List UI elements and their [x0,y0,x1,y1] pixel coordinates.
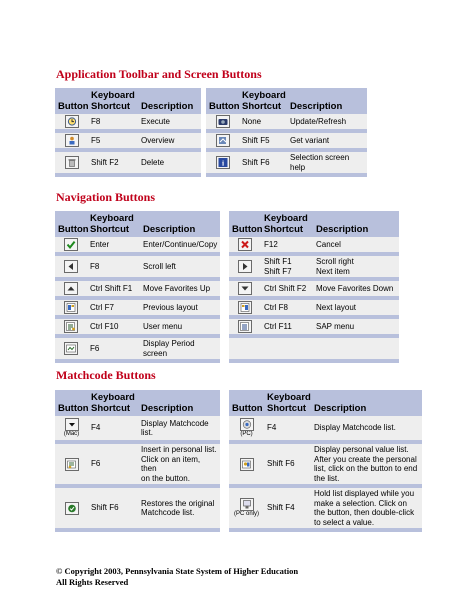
next-layout-icon[interactable] [238,301,252,314]
shortcut-cell [261,336,313,361]
table-row [55,416,422,442]
button-cell [229,416,264,442]
previous-layout-icon[interactable] [64,301,78,314]
table-row [55,317,399,336]
header-keyboard-shortcut: Keyboard Shortcut [87,211,140,237]
description-cell: Display Matchcode list. [311,416,422,442]
shortcut-cell: F4 [264,416,311,442]
description-cell: Display Period screen [140,336,220,361]
shortcut-cell: F4 [88,416,138,442]
button-cell [55,150,88,175]
header-button: Button [229,390,264,416]
shortcut-cell: Shift F4 [264,486,311,530]
button-cell [206,114,239,131]
header-description: Description [311,390,422,416]
description-cell: Insert in personal list. Click on an item, then on the button. [138,442,220,486]
button-cell [55,131,88,150]
button-cell [206,150,239,175]
rights-line: All Rights Reserved [56,576,129,587]
personal-list-icon[interactable] [240,458,254,471]
restore-list-icon[interactable] [65,502,79,515]
toolbar-buttons-table [55,88,367,177]
description-cell: Execute [138,114,201,131]
shortcut-cell: Ctrl F10 [87,317,140,336]
shortcut-cell: F5 [88,131,138,150]
table-row [55,486,422,530]
header-button: Button [229,211,261,237]
description-cell: Restores the original Matchcode list. [138,486,220,530]
column-gap [220,442,229,486]
column-gap [220,298,229,317]
description-cell: Cancel [313,237,399,254]
info-icon[interactable] [216,156,230,169]
header-description: Description [313,211,399,237]
button-cell [229,279,261,298]
matchcode-pc-icon[interactable] [240,418,254,431]
matchcode-buttons-table [55,390,422,532]
scroll-left-icon[interactable] [64,260,78,273]
table-row [55,442,422,486]
platform-note: (PC only) [233,511,259,517]
header-keyboard-shortcut: Keyboard Shortcut [239,88,287,114]
refresh-camera-icon[interactable] [216,115,230,128]
button-cell [55,114,88,131]
button-cell [55,237,87,254]
table-row [55,336,399,361]
cancel-x-icon[interactable] [238,238,252,251]
section-title-matchcode: Matchcode Buttons [56,368,156,382]
column-gap [220,317,229,336]
shortcut-cell: Shift F1 Shift F7 [261,254,313,279]
button-cell [229,317,261,336]
header-keyboard-shortcut: Keyboard Shortcut [261,211,313,237]
column-gap [220,279,229,298]
header-description: Description [138,88,201,114]
column-gap [220,416,229,442]
shortcut-cell: F6 [87,336,140,361]
button-cell [55,416,88,442]
hold-list-icon[interactable] [240,498,254,511]
description-cell: Get variant [287,131,367,150]
user-menu-icon[interactable] [64,320,78,333]
button-cell [55,254,87,279]
button-cell [55,317,87,336]
shortcut-cell: Shift F6 [264,442,311,486]
shortcut-cell: F8 [88,114,138,131]
table-row [55,237,399,254]
shortcut-cell: Ctrl F7 [87,298,140,317]
button-cell [229,254,261,279]
shortcut-cell: Ctrl F8 [261,298,313,317]
platform-note: (PC) [240,431,253,437]
description-cell: User menu [140,317,220,336]
button-cell [55,279,87,298]
table-row [55,131,367,150]
header-description: Description [287,88,367,114]
button-cell [55,442,88,486]
button-cell [206,131,239,150]
description-cell: Display personal value list. After you create the personal list, click on the button to end the list. [311,442,422,486]
description-cell: Move Favorites Up [140,279,220,298]
column-gap [220,254,229,279]
button-cell [229,298,261,317]
svg-text:i: i [221,158,224,167]
period-screen-icon[interactable] [64,342,78,355]
button-cell [55,486,88,530]
button-cell [229,336,261,361]
dropdown-arrow-icon[interactable] [65,418,79,431]
button-cell [55,298,87,317]
header-button: Button [55,88,88,114]
table-row [55,114,367,131]
column-gap [220,486,229,530]
column-gap [220,390,229,416]
table-row [55,279,399,298]
shortcut-cell: F6 [88,442,138,486]
overview-person-icon[interactable] [65,134,79,147]
navigation-buttons-table [55,211,399,363]
shortcut-cell: Ctrl Shift F2 [261,279,313,298]
header-keyboard-shortcut: Keyboard Shortcut [264,390,311,416]
shortcut-cell: Shift F2 [88,150,138,175]
scroll-right-icon[interactable] [238,260,252,273]
description-cell: Update/Refresh [287,114,367,131]
header-description: Description [138,390,220,416]
button-cell [229,486,264,530]
table-row [55,150,367,175]
platform-note: (Mac) [63,431,80,437]
description-cell: Scroll right Next item [313,254,399,279]
get-variant-icon[interactable] [216,134,230,147]
button-cell [229,237,261,254]
description-cell: Hold list displayed while you make a selection. Click on the button, then double-click to select a value. [311,486,422,530]
shortcut-cell: Enter [87,237,140,254]
shortcut-cell: Ctrl Shift F1 [87,279,140,298]
shortcut-cell: F8 [87,254,140,279]
description-cell: Next layout [313,298,399,317]
table-header [55,211,399,237]
header-button: Button [55,211,87,237]
move-up-icon[interactable] [64,282,78,295]
sap-menu-icon[interactable] [238,320,252,333]
section-title-navigation: Navigation Buttons [56,190,156,204]
shortcut-cell: Shift F6 [88,486,138,530]
description-cell [313,336,399,361]
enter-check-icon[interactable] [64,238,78,251]
move-down-icon[interactable] [238,282,252,295]
description-cell: Selection screen help [287,150,367,175]
header-keyboard-shortcut: Keyboard Shortcut [88,88,138,114]
shortcut-cell: Ctrl F11 [261,317,313,336]
button-cell [229,442,264,486]
description-cell: Move Favorites Down [313,279,399,298]
shortcut-cell: Shift F5 [239,131,287,150]
table-header [55,88,367,114]
header-button: Button [55,390,88,416]
description-cell: Previous layout [140,298,220,317]
description-cell: Overview [138,131,201,150]
header-button: Button [206,88,239,114]
section-title-toolbar: Application Toolbar and Screen Buttons [56,67,262,81]
copyright-notice [56,566,298,587]
description-cell: SAP menu [313,317,399,336]
table-row [55,254,399,279]
personal-list-insert-icon[interactable] [65,458,79,471]
column-gap [220,237,229,254]
button-cell [55,336,87,361]
description-cell: Scroll left [140,254,220,279]
copyright-line: © Copyright 2003, Pennsylvania State System of Higher Education [56,566,299,576]
description-cell: Delete [138,150,201,175]
shortcut-cell: None [239,114,287,131]
description-cell: Enter/Continue/Copy [140,237,220,254]
execute-clock-icon[interactable] [65,115,79,128]
table-row [55,298,399,317]
header-description: Description [140,211,220,237]
description-cell: Display Matchcode list. [138,416,220,442]
shortcut-cell: F12 [261,237,313,254]
column-gap [220,336,229,361]
column-gap [220,211,229,237]
delete-trash-icon[interactable] [65,156,79,169]
table-header [55,390,422,416]
header-keyboard-shortcut: Keyboard Shortcut [88,390,138,416]
shortcut-cell: Shift F6 [239,150,287,175]
